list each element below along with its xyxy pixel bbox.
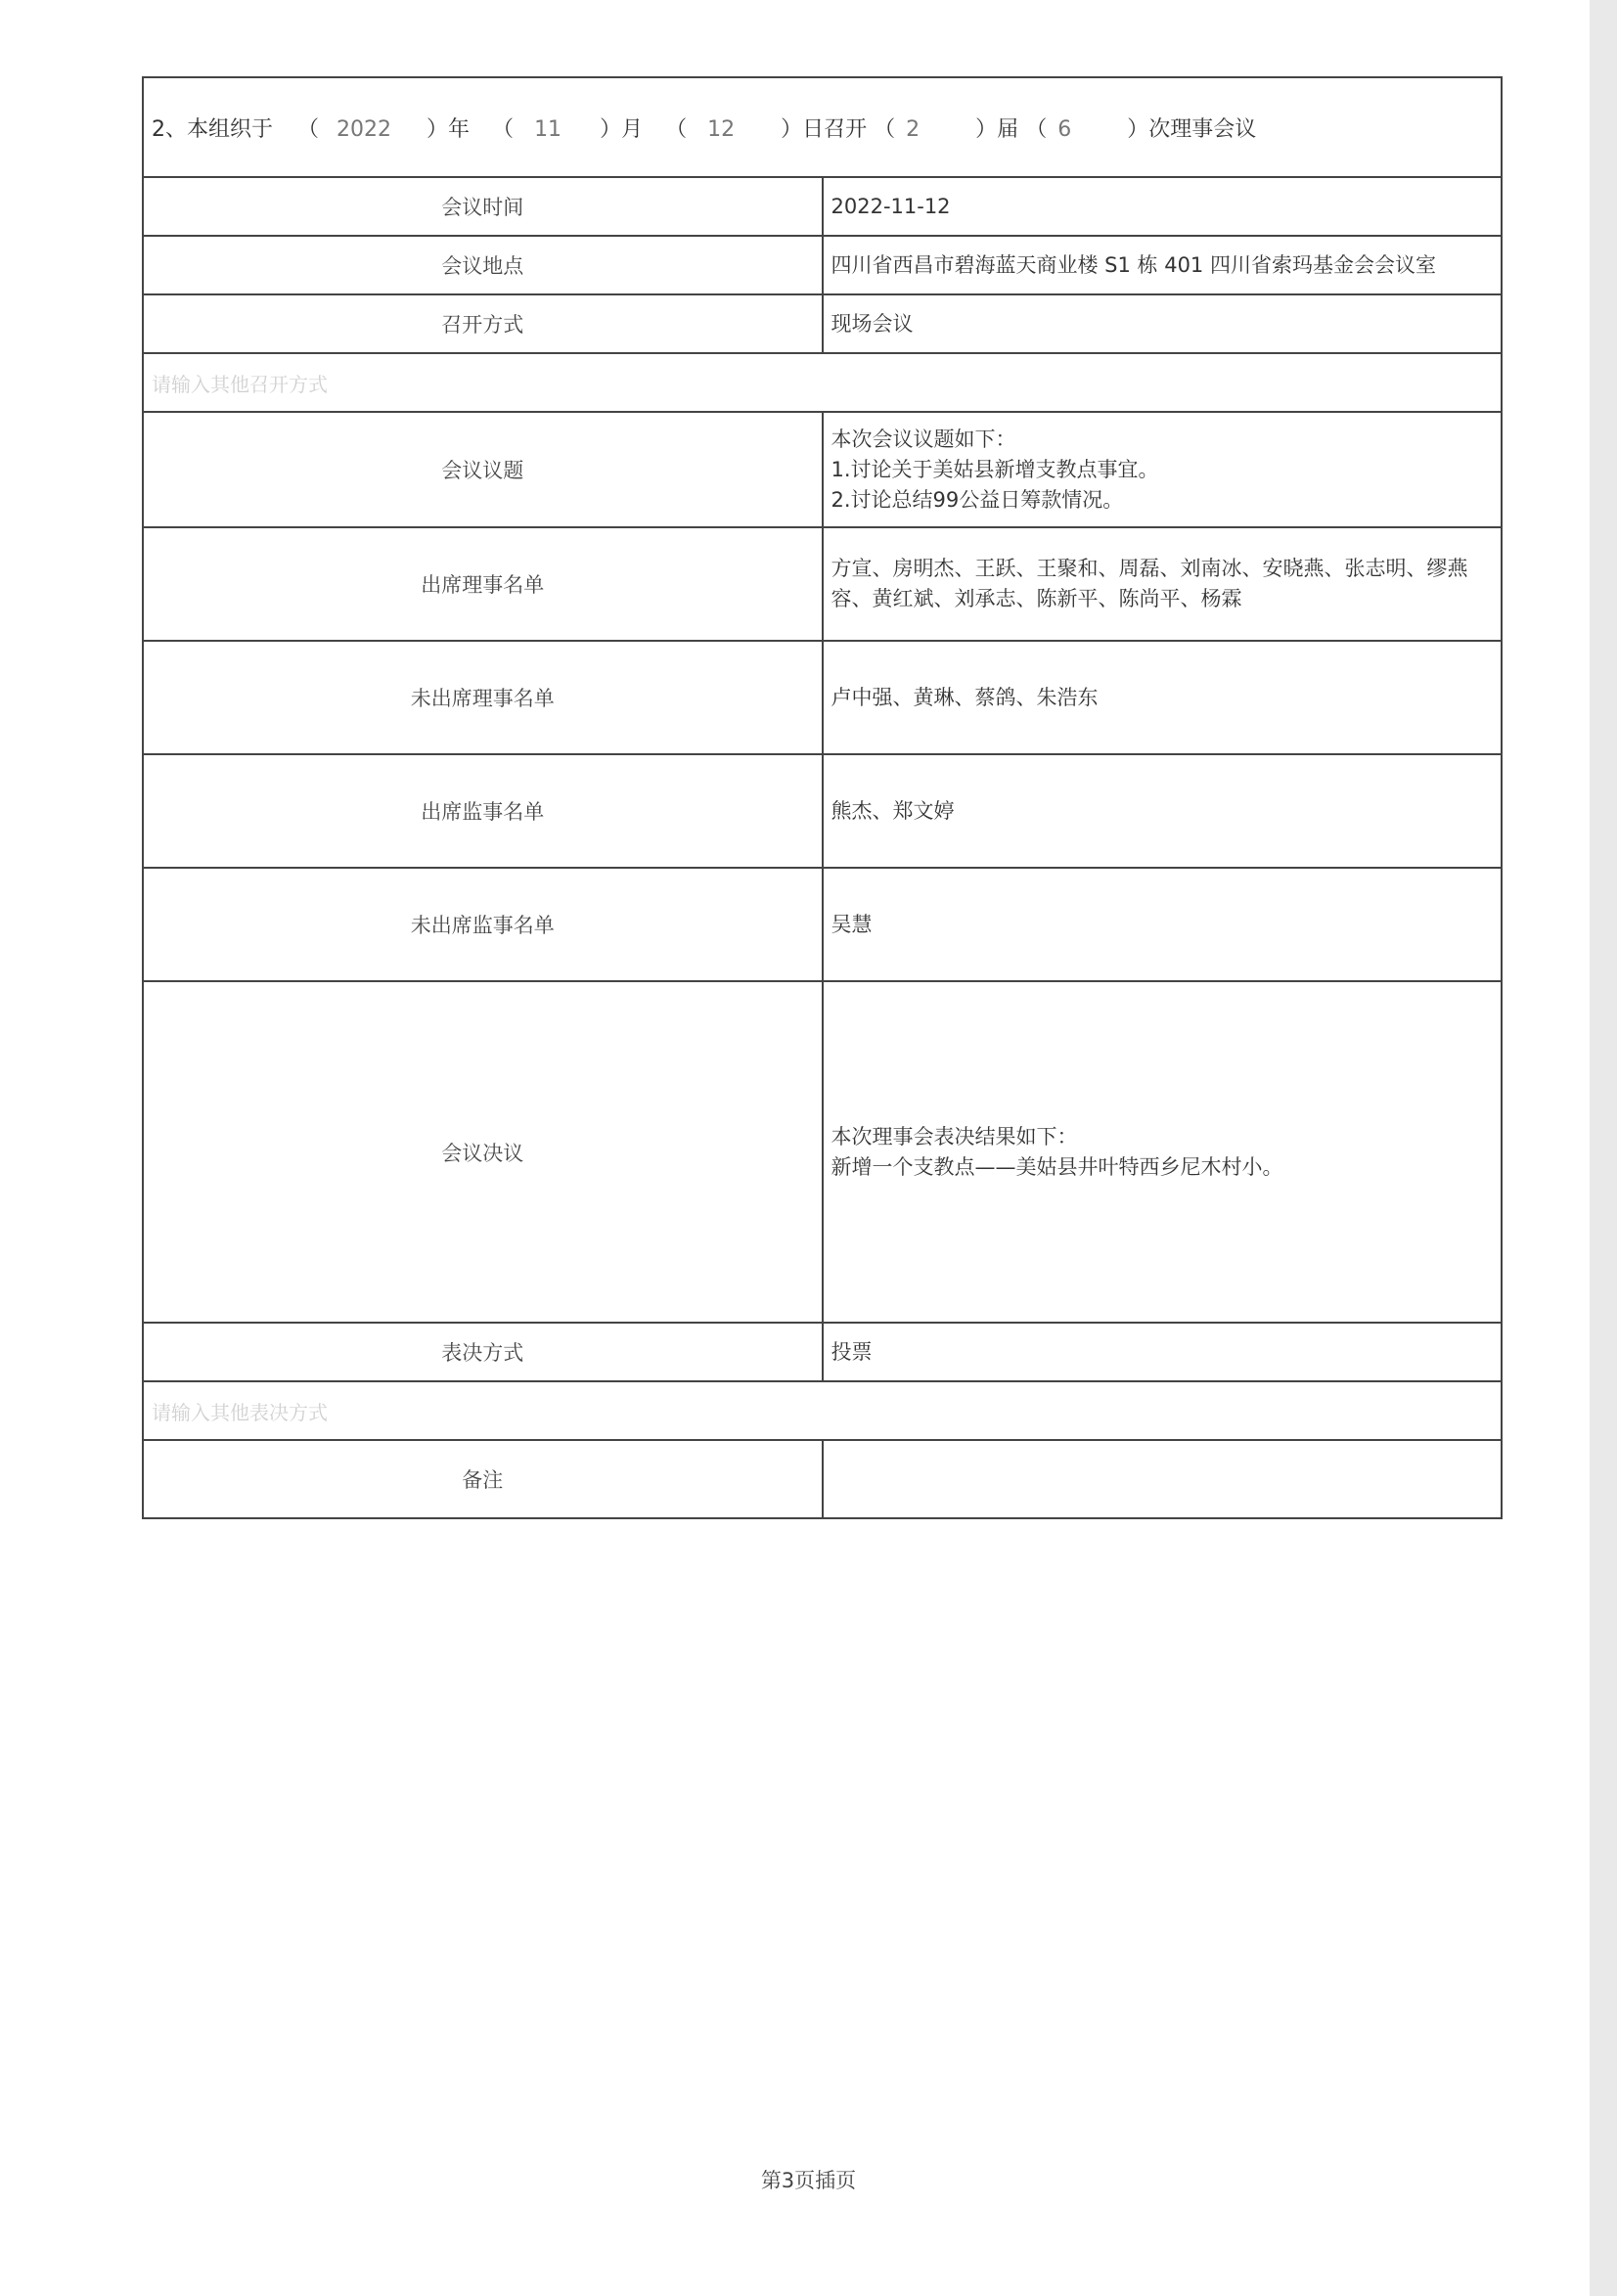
value-absent-supervisors: 吴慧 bbox=[823, 868, 1503, 981]
label-method: 召开方式 bbox=[143, 294, 823, 353]
scan-edge bbox=[1590, 0, 1617, 2296]
label-vote-method: 表决方式 bbox=[143, 1323, 823, 1381]
row-remarks bbox=[143, 1440, 1502, 1518]
row-present-supervisors bbox=[143, 754, 1502, 868]
value-agenda bbox=[823, 412, 1503, 527]
row-absent-supervisors bbox=[143, 868, 1502, 981]
row-absent-directors bbox=[143, 641, 1502, 754]
meeting-header: 2、本组织于 （ 2022 ）年 （ 11 ）月 （ 12 ）日召开 （ 2 ）届 （ 6 ）次理事会议 bbox=[143, 77, 1502, 177]
row-method-other bbox=[143, 353, 1502, 412]
row-method bbox=[143, 294, 1502, 353]
header-day-unit: 日召开 bbox=[802, 116, 868, 142]
row-vote-other bbox=[143, 1381, 1502, 1440]
label-absent-directors: 未出席理事名单 bbox=[143, 641, 823, 754]
header-month: 11 bbox=[534, 116, 562, 142]
label-location: 会议地点 bbox=[143, 236, 823, 294]
row-present-directors bbox=[143, 527, 1502, 641]
value-method: 现场会议 bbox=[823, 294, 1503, 353]
header-session: 2 bbox=[906, 116, 921, 142]
label-present-supervisors: 出席监事名单 bbox=[143, 754, 823, 868]
label-resolution: 会议决议 bbox=[143, 981, 823, 1323]
vote-other-input[interactable]: 请输入其他表决方式 bbox=[143, 1381, 1502, 1440]
value-location: 四川省西昌市碧海蓝天商业楼 S1 栋 401 四川省索玛基金会会议室 bbox=[823, 236, 1503, 294]
label-absent-supervisors: 未出席监事名单 bbox=[143, 868, 823, 981]
header-meeting-unit: 次理事会议 bbox=[1148, 116, 1257, 142]
header-meeting-no: 6 bbox=[1057, 116, 1072, 142]
value-time: 2022-11-12 bbox=[823, 177, 1503, 236]
value-present-supervisors: 熊杰、郑文婷 bbox=[823, 754, 1503, 868]
resolution-line: 新增一个支教点——美姑县井叶特西乡尼木村小。 bbox=[831, 1154, 1283, 1179]
value-absent-directors: 卢中强、黄琳、蔡鸽、朱浩东 bbox=[823, 641, 1503, 754]
header-day: 12 bbox=[707, 116, 736, 142]
value-remarks[interactable] bbox=[823, 1440, 1503, 1518]
value-resolution bbox=[823, 981, 1503, 1323]
resolution-line: 本次理事会表决结果如下： bbox=[831, 1124, 1078, 1148]
board-meeting-form bbox=[142, 76, 1503, 1519]
page-footer: 第3页插页 bbox=[760, 2169, 857, 2192]
method-other-input[interactable]: 请输入其他召开方式 bbox=[143, 353, 1502, 412]
agenda-line: 本次会议议题如下： bbox=[831, 427, 1016, 451]
row-agenda bbox=[143, 412, 1502, 527]
agenda-line: 2.讨论总结99公益日筹款情况。 bbox=[831, 487, 1124, 512]
label-present-directors: 出席理事名单 bbox=[143, 527, 823, 641]
header-session-unit: 届 bbox=[997, 116, 1019, 142]
header-year-unit: 年 bbox=[448, 116, 471, 142]
header-prefix: 2、本组织于 bbox=[152, 116, 273, 142]
label-time: 会议时间 bbox=[143, 177, 823, 236]
label-agenda: 会议议题 bbox=[143, 412, 823, 527]
row-resolution bbox=[143, 981, 1502, 1323]
value-vote-method: 投票 bbox=[823, 1323, 1503, 1381]
row-time bbox=[143, 177, 1502, 236]
header-month-unit: 月 bbox=[621, 116, 644, 142]
label-remarks: 备注 bbox=[143, 1440, 823, 1518]
row-location bbox=[143, 236, 1502, 294]
row-vote-method bbox=[143, 1323, 1502, 1381]
header-year: 2022 bbox=[337, 116, 392, 142]
value-present-directors: 方宣、房明杰、王跃、王聚和、周磊、刘南冰、安晓燕、张志明、缪燕容、黄红斌、刘承志、陈新平、陈尚平、杨霖 bbox=[823, 527, 1503, 641]
agenda-line: 1.讨论关于美姑县新增支教点事宜。 bbox=[831, 457, 1159, 481]
